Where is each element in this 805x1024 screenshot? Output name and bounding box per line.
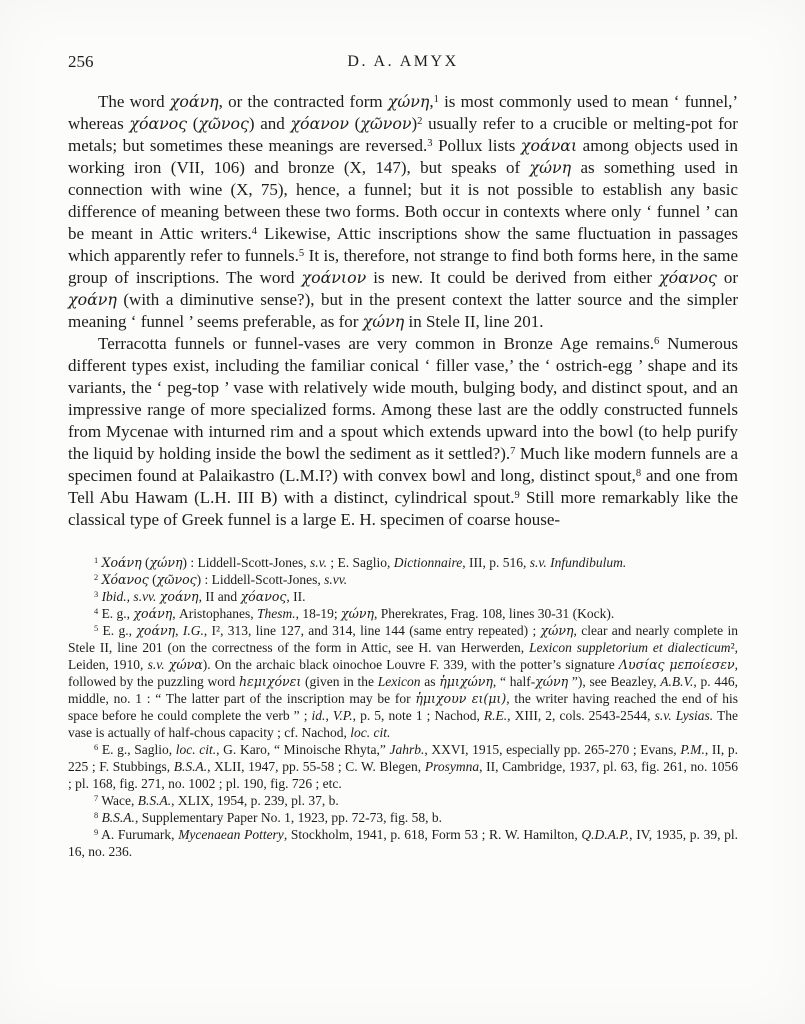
footnote-marker: 9 bbox=[94, 828, 99, 838]
text-run: , XXVI, 1915, especially pp. 265-270 ; Evans, bbox=[424, 742, 681, 757]
text-run: , “ half- bbox=[492, 674, 536, 689]
greek-text-run: Χοάνη bbox=[101, 555, 142, 570]
greek-text-run: χοάνη bbox=[159, 589, 199, 604]
text-run: ”), see Beazley, bbox=[568, 674, 661, 689]
text-run: loc. cit. bbox=[350, 725, 391, 740]
greek-text-run: χοάνη bbox=[133, 606, 173, 621]
text-run: The word bbox=[98, 92, 170, 111]
footnote bbox=[68, 809, 738, 826]
text-run: E. g., Saglio, bbox=[98, 742, 176, 757]
greek-text-run: Λυσίας μεποίεσεν bbox=[618, 657, 735, 672]
text-run: loc. cit. bbox=[175, 742, 217, 757]
text-run: P.M. bbox=[680, 742, 705, 757]
footnote-marker: 8 bbox=[635, 468, 642, 480]
greek-text-run: χῶνον bbox=[360, 114, 412, 133]
greek-text-run: χώνη bbox=[529, 158, 572, 177]
text-run: , bbox=[175, 623, 183, 638]
text-run: , Pherekrates, Frag. 108, lines 30-31 (Kock). bbox=[373, 606, 615, 621]
text-run: ) : Liddell-Scott-Jones, bbox=[182, 555, 311, 570]
text-run: ) : Liddell-Scott-Jones, bbox=[196, 572, 325, 587]
text-run: s.vv. bbox=[324, 572, 348, 587]
text-run: s.v. bbox=[310, 555, 328, 570]
text-run: Dictionnaire bbox=[393, 555, 463, 570]
footnote-marker: 5 bbox=[298, 248, 305, 260]
page-header bbox=[68, 52, 738, 74]
text-run: ) and bbox=[248, 114, 291, 133]
footnote-marker: 6 bbox=[654, 336, 660, 348]
text-run: Pollux lists bbox=[432, 136, 521, 155]
footnote-marker: 1 bbox=[433, 94, 439, 106]
text-run: (with a diminutive sense?), but in the present context the latter source and the simpler meaning ‘ funnel ’ seems preferable, as for bbox=[68, 290, 738, 331]
text-run: Still more remarkably like the classical type of Greek funnel is a large E. H. specimen of coarse house- bbox=[68, 488, 738, 529]
text-run: , I², 313, line 127, and 314, line 144 (same entry repeated) ; bbox=[203, 623, 541, 638]
text-run: as bbox=[420, 674, 440, 689]
text-run: usually refer to a crucible or melting-pot for metals; but sometimes these meanings are reversed. bbox=[68, 114, 738, 155]
footnote bbox=[68, 622, 738, 741]
text-run: B.S.A. bbox=[101, 810, 135, 825]
footnote-marker: 3 bbox=[94, 590, 99, 600]
text-run: Much like modern funnels are a specimen found at Palaikastro (L.M.I?) with convex bowl and long, distinct spout, bbox=[68, 444, 738, 485]
footnote-marker: 5 bbox=[94, 624, 99, 634]
greek-text-run: χοάνιον bbox=[301, 268, 367, 287]
greek-text-run: hεμιχόνει bbox=[238, 674, 302, 689]
text-run: A. Furumark, bbox=[98, 827, 179, 842]
greek-text-run: ἡμιχώνη bbox=[439, 674, 493, 689]
text-run: , the writer having reached the end of his space before he could complete the verb ” ; bbox=[68, 691, 738, 723]
footnote bbox=[68, 588, 738, 605]
greek-text-run: χώνη bbox=[540, 623, 574, 638]
greek-text-run: χῶνος bbox=[156, 572, 197, 587]
text-run: , III, p. 516, bbox=[462, 555, 530, 570]
greek-text-run: χόανον bbox=[290, 114, 349, 133]
footnote-marker: 7 bbox=[94, 794, 99, 804]
text-run: , Stockholm, 1941, p. 618, Form 53 ; R. W. Hamilton, bbox=[283, 827, 582, 842]
text-run: , bbox=[325, 708, 333, 723]
footnote-marker: 2 bbox=[94, 573, 99, 583]
greek-text-run: χόανος bbox=[129, 114, 188, 133]
greek-text-run: χοάνη bbox=[68, 290, 117, 309]
text-run: , p. 5, note 1 ; Nachod, bbox=[352, 708, 484, 723]
footnote-marker: 4 bbox=[251, 226, 258, 238]
text-run: , XLII, 1947, pp. 55-58 ; C. W. Blegen, bbox=[207, 759, 425, 774]
text-run: , Supplementary Paper No. 1, 1923, pp. 72-73, fig. 58, b. bbox=[134, 810, 443, 825]
text-run: Mycenaean Pottery bbox=[178, 827, 284, 842]
footnote bbox=[68, 571, 738, 588]
text-run: , G. Karo, “ Minoische Rhyta,” bbox=[216, 742, 390, 757]
greek-text-run: χοάνη bbox=[136, 623, 176, 638]
greek-text-run: χώνη bbox=[535, 674, 569, 689]
text-run: , p. 446, middle, no. 1 : “ The latter part of the inscription may be for bbox=[68, 674, 739, 706]
body-paragraph bbox=[68, 333, 738, 531]
greek-text-run: Χόανος bbox=[101, 572, 149, 587]
text-run: s.v. Lysias. bbox=[654, 708, 714, 723]
text-run: , IV, 1935, p. 39, pl. 16, no. 236. bbox=[68, 827, 739, 859]
text-run: ( bbox=[187, 114, 199, 133]
text-run: Lexicon suppletorium et dialecticum bbox=[529, 640, 731, 655]
text-run: Prosymna bbox=[424, 759, 480, 774]
text-run: , clear and nearly complete in Stele II, line 201 (on the correctness of the form in Attic, see H. van Herwerden, bbox=[68, 623, 738, 655]
text-run: , followed by the puzzling word bbox=[68, 657, 739, 689]
text-run: Thesm. bbox=[256, 606, 296, 621]
text-run: E. g., bbox=[98, 623, 137, 638]
greek-text-run: χώνη bbox=[340, 606, 374, 621]
text-run: among objects used in working iron (VII, 106) and bronze (X, 147), but speaks of bbox=[68, 136, 739, 177]
text-run: Jahrb. bbox=[389, 742, 425, 757]
text-run: Numerous different types exist, including the familiar conical ‘ filler vase,’ the ‘ ostrich-egg ’ shape and its variants, the ‘ peg-top ’ vase with relatively wide mouth, bulging body, and distinct spout, and an impressive range of more specialized forms. Among these last are the oddly constructed funnels from Mycenae with inturned rim and a spout which extends upward into the bowl (to help purify the liquid by holding inside the bowl the sediment as it settled?). bbox=[68, 334, 738, 463]
text-run: Likewise, Attic inscriptions show the same fluctuation in passages which apparently refer to funnels. bbox=[68, 224, 739, 265]
greek-text-run: ἡμιχουν ει(μι) bbox=[415, 691, 507, 706]
greek-text-run: χόανος bbox=[240, 589, 287, 604]
text-run: R.E. bbox=[483, 708, 508, 723]
text-run: in Stele II, line 201. bbox=[404, 312, 544, 331]
text-run: s.v. bbox=[147, 657, 165, 672]
footnote bbox=[68, 554, 738, 571]
greek-text-run: χόανος bbox=[659, 268, 717, 287]
text-run: , Aristophanes, bbox=[172, 606, 257, 621]
text-run: , 18-19; bbox=[295, 606, 341, 621]
greek-text-run: χώνη bbox=[149, 555, 183, 570]
text-run: I.G. bbox=[182, 623, 204, 638]
footnote-marker: 8 bbox=[94, 811, 99, 821]
text-run: It is, therefore, not strange to find both forms here, in the same group of inscriptions. The word bbox=[68, 246, 739, 287]
text-run: Q.D.A.P. bbox=[581, 827, 630, 842]
text-run: ). On the archaic black oinochoe Louvre F. 339, with the potter’s signature bbox=[202, 657, 619, 672]
footnotes-section bbox=[68, 554, 738, 860]
text-run: id. bbox=[311, 708, 326, 723]
text-run: Ibid., s.vv. bbox=[101, 589, 157, 604]
footnote-marker: 1 bbox=[94, 556, 99, 566]
text-run: ) bbox=[411, 114, 418, 133]
text-run: , II and bbox=[198, 589, 241, 604]
article-body bbox=[68, 91, 738, 531]
text-run: ; E. Saglio, bbox=[327, 555, 394, 570]
text-run: ( bbox=[348, 114, 361, 133]
text-run: ( bbox=[148, 572, 157, 587]
footnote-marker: 4 bbox=[94, 607, 99, 617]
greek-text-run: χώνη bbox=[362, 312, 405, 331]
greek-text-run: χοάναι bbox=[520, 136, 578, 155]
text-run: E. g., bbox=[98, 606, 134, 621]
text-run: V.P. bbox=[332, 708, 353, 723]
text-run: Terracotta funnels or funnel-vases are very common in Bronze Age remains. bbox=[98, 334, 654, 353]
page-number: 256 bbox=[68, 52, 94, 71]
greek-text-run: χοάνη bbox=[169, 92, 219, 111]
text-run: ( bbox=[141, 555, 150, 570]
greek-text-run: χῶνος bbox=[198, 114, 249, 133]
text-run: Lexicon bbox=[377, 674, 421, 689]
text-run: ², Leiden, 1910, bbox=[68, 640, 738, 672]
text-run: and one from Tell Abu Hawam (L.H. III B) with a distinct, cylindrical spout. bbox=[68, 466, 738, 507]
text-run: The vase is actually of half-chous capacity ; cf. Nachod, bbox=[68, 708, 739, 740]
footnote-marker: 2 bbox=[417, 116, 423, 128]
text-run: , XIII, 2, cols. 2543-2544, bbox=[507, 708, 655, 723]
running-head: D. A. AMYX bbox=[347, 53, 459, 70]
footnote bbox=[68, 741, 738, 792]
footnote-marker: 9 bbox=[514, 490, 520, 502]
text-run: is most commonly used to mean ‘ funnel,’ whereas bbox=[68, 92, 738, 133]
text-run: (given in the bbox=[301, 674, 378, 689]
greek-text-run: χώνα bbox=[168, 657, 203, 672]
footnote bbox=[68, 605, 738, 622]
text-run: , II, Cambridge, 1937, pl. 63, fig. 261, no. 1056 ; pl. 168, fig. 271, no. 1002 ; pl. 190, fig. 726 ; etc. bbox=[68, 759, 738, 791]
text-run: is new. It could be derived from either bbox=[366, 268, 660, 287]
text-run: B.S.A. bbox=[137, 793, 172, 808]
text-run: , II, p. 225 ; F. Stubbings, bbox=[68, 742, 738, 774]
text-run: A.B.V. bbox=[660, 674, 694, 689]
text-run: or bbox=[716, 268, 738, 287]
text-run: , II. bbox=[286, 589, 306, 604]
text-run: , XLIX, 1954, p. 239, pl. 37, b. bbox=[171, 793, 339, 808]
text-run: , bbox=[429, 92, 434, 111]
text-run: B.S.A. bbox=[173, 759, 208, 774]
footnote-marker: 7 bbox=[510, 446, 516, 458]
footnote bbox=[68, 792, 738, 809]
footnote-marker: 6 bbox=[94, 743, 99, 753]
text-run: Wace, bbox=[98, 793, 138, 808]
footnote bbox=[68, 826, 738, 860]
text-run: s.v. Infundibulum. bbox=[529, 555, 627, 570]
text-run: , or the contracted form bbox=[218, 92, 388, 111]
text-run: as something used in connection with wine (X, 75), hence, a funnel; but it is not possible to establish any basic difference of meaning between these two forms. Both occur in contexts where only ‘ funnel ’ can be meant in Attic writers. bbox=[68, 158, 738, 243]
footnote-marker: 3 bbox=[427, 138, 433, 150]
body-paragraph bbox=[68, 91, 738, 333]
greek-text-run: χώνη bbox=[387, 92, 430, 111]
